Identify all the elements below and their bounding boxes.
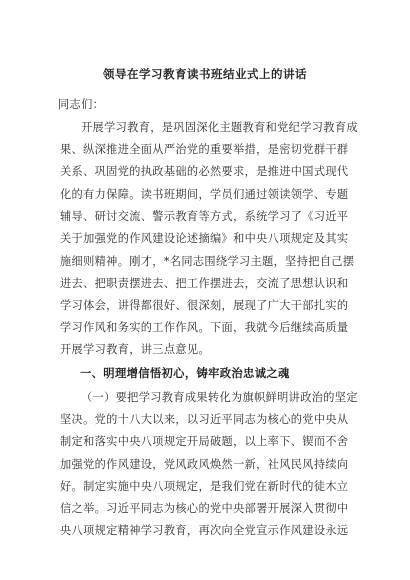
- paragraph-line: 信之举。习近平同志为核心的党中央部署开展深入贯彻中: [60, 502, 349, 515]
- paragraph-line: 关系、巩固党的执政基础的必然要求，是推进中国式现代: [60, 165, 349, 178]
- paragraph-line: 好。制定实施中央八项规定，是我们党在新时代的徒木立: [60, 480, 349, 493]
- document-title: 领导在学习教育读书班结业式上的讲话: [103, 67, 307, 81]
- paragraph-line: 果、纵深推进全面从严治党的重要举措，是密切党群干群: [60, 143, 349, 156]
- paragraph-line: 学习体会，讲得都很好、很深刻，展现了广大干部扎实的: [60, 299, 349, 312]
- paragraph-line: 加强党的作风建设，党风政风焕然一新，社风民风持续向: [60, 458, 349, 471]
- paragraph-line: 央八项规定精神学习教育，再次向全党宣示作风建设永远: [60, 524, 349, 537]
- paragraph-line: 开展学习教育，讲三点意见。: [60, 343, 210, 356]
- section-heading: 一、明理增信悟初心，铸牢政治忠诚之魂: [80, 367, 290, 380]
- paragraph-line: 辅导、研讨交流、警示教育等方式，系统学习了《习近平: [60, 210, 349, 223]
- paragraph-line: 施细则精神。刚才，*名同志围绕学习主题，坚持把自己摆: [60, 255, 355, 268]
- paragraph-line: 开展学习教育，是巩固深化主题教育和党纪学习教育成: [81, 121, 358, 134]
- paragraph-line: （一）要把学习教育成果转化为旗帜鲜明讲政治的坚定: [81, 391, 358, 404]
- paragraph-line: 关于加强党的作风建设论述摘编》和中央八项规定及其实: [60, 232, 349, 245]
- paragraph-line: 学习作风和务实的工作作风。下面，我就今后继续高质量: [60, 321, 349, 334]
- paragraph-line: 进去、把职责摆进去、把工作摆进去，交流了思想认识和: [60, 277, 349, 290]
- salutation: 同志们：: [58, 98, 105, 111]
- paragraph-line: 化的有力保障。读书班期间，学员们通过领读领学、专题: [60, 188, 349, 201]
- paragraph-line: 制定和落实中央八项规定开局破题，以上率下、锲而不舍: [60, 435, 349, 448]
- paragraph-line: 坚决。党的十八大以来，以习近平同志为核心的党中央从: [60, 413, 349, 426]
